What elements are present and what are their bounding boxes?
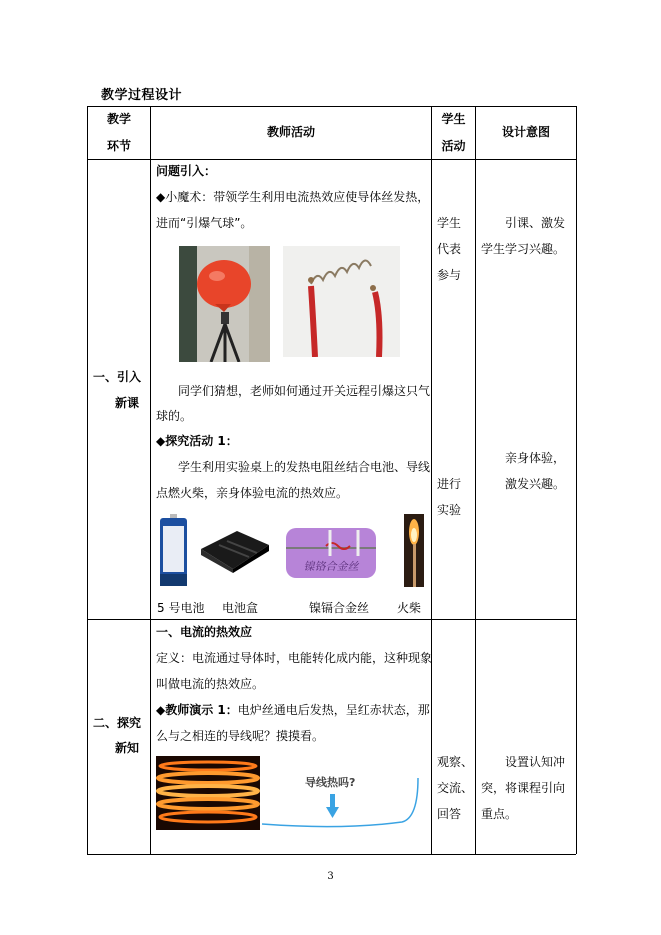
heater-coil-photo: [156, 756, 260, 830]
demo-line2: 么与之相连的导线呢？摸摸看。: [156, 729, 325, 743]
header-stage-line1: 教学: [106, 112, 131, 126]
alloy-wire-pad-illustration: [286, 524, 376, 580]
battery-illustration: [158, 514, 189, 587]
section-heading: 一、电流的热效应: [156, 625, 253, 639]
explore-heading: ◆探究活动 1：: [156, 434, 238, 448]
row1-intent-b-line2: 激发兴趣。: [505, 477, 566, 491]
row2-stage-line2: 新知: [115, 741, 140, 755]
intro-heading: 问题引入：: [156, 164, 217, 178]
row2-student-1: 观察、: [437, 755, 474, 769]
header-student-line1: 学生: [441, 112, 466, 126]
row1-stage-line1: 一、引入: [93, 370, 142, 384]
table-border-left: [87, 106, 88, 854]
wire-question-diagram: [262, 764, 424, 830]
down-arrow-icon: [326, 807, 339, 818]
col-divider-1: [150, 106, 151, 854]
header-student-activity: [432, 106, 475, 160]
page-number: 3: [327, 871, 334, 882]
explore-line2: 点燃火柴，亲身体验电流的热效应。: [156, 486, 349, 500]
match-illustration: [404, 514, 424, 587]
row1-student-a-1: 学生: [437, 216, 462, 230]
row2-student-2: 交流、: [437, 781, 474, 795]
alloy-wire-pad-photo: [286, 524, 376, 580]
battery-box-photo: [197, 527, 272, 573]
heating-wire-illustration: [283, 246, 400, 357]
definition-line2: 叫做电流的热效应。: [156, 677, 265, 691]
battery-box-illustration: [197, 527, 272, 573]
guess-line1: 同学们猜想，老师如何通过开关远程引爆这只气: [178, 384, 431, 398]
match-photo: [404, 514, 424, 587]
caption-battery: 5 号电池: [157, 601, 205, 615]
heater-coil-illustration: [156, 756, 260, 830]
row1-student-b-2: 实验: [437, 503, 462, 517]
caption-alloy-wire: 镍镉合金丝: [309, 601, 370, 615]
magic-line1: ◆小魔术：带领学生利用电流热效应使导体丝发热，: [156, 190, 430, 204]
row1-intent-b-line1: 亲身体验，: [505, 451, 566, 465]
row2-student-3: 回答: [437, 807, 462, 821]
alloy-wire-pad-label: 镍铬合金丝: [303, 560, 359, 573]
header-teacher-activity: 教师活动: [266, 125, 315, 139]
row2-intent-line1: 设置认知冲: [505, 755, 566, 769]
header-student-line2: 活动: [441, 139, 466, 153]
caption-battery-box: 电池盒: [222, 601, 259, 615]
heating-wire-photo: [283, 246, 400, 357]
document-title: 教学过程设计: [101, 88, 183, 103]
row1-student-a-2: 代表: [437, 242, 462, 256]
definition-line1: 定义：电流通过导体时，电能转化成内能，这种现象: [156, 651, 433, 665]
balloon-illustration: [179, 246, 270, 362]
table-border-right: [576, 106, 577, 854]
header-design-intent: 设计意图: [501, 125, 550, 139]
row1-student-a-3: 参与: [437, 268, 462, 282]
row1-intent-a-line1: 引课、激发: [505, 216, 566, 230]
col-divider-2: [431, 106, 432, 854]
balloon: [197, 260, 251, 308]
guess-line2: 球的。: [156, 409, 193, 423]
demo-line1: [156, 699, 430, 721]
row2-intent-line3: 重点。: [481, 807, 518, 821]
caption-match: 火柴: [397, 601, 422, 615]
battery-photo: [158, 514, 189, 587]
header-stage-line2: 环节: [106, 139, 131, 153]
header-stage: [88, 106, 150, 160]
demo-label: ◆教师演示 1：: [156, 703, 238, 717]
explore-line1: 学生利用实验桌上的发热电阻丝结合电池、导线: [178, 460, 431, 474]
wire-question-label: 导线热吗?: [305, 776, 356, 789]
table-border-top: [87, 106, 576, 107]
row1-intent-a-line2: 学生学习兴趣。: [481, 242, 566, 256]
row2-intent-line2: 突，将课程引向: [481, 781, 566, 795]
row2-stage-line1: 二、探究: [93, 716, 142, 730]
balloon-photo: [179, 246, 270, 362]
table-border-bottom: [87, 854, 576, 855]
row-divider: [87, 619, 576, 620]
row1-stage-line2: 新课: [115, 396, 140, 410]
row1-student-b-1: 进行: [437, 477, 462, 491]
demo-text: 电炉丝通电后发热，呈红赤状态，那: [237, 703, 430, 717]
col-divider-3: [475, 106, 476, 854]
magic-line2: 进而“引爆气球”。: [156, 216, 253, 230]
